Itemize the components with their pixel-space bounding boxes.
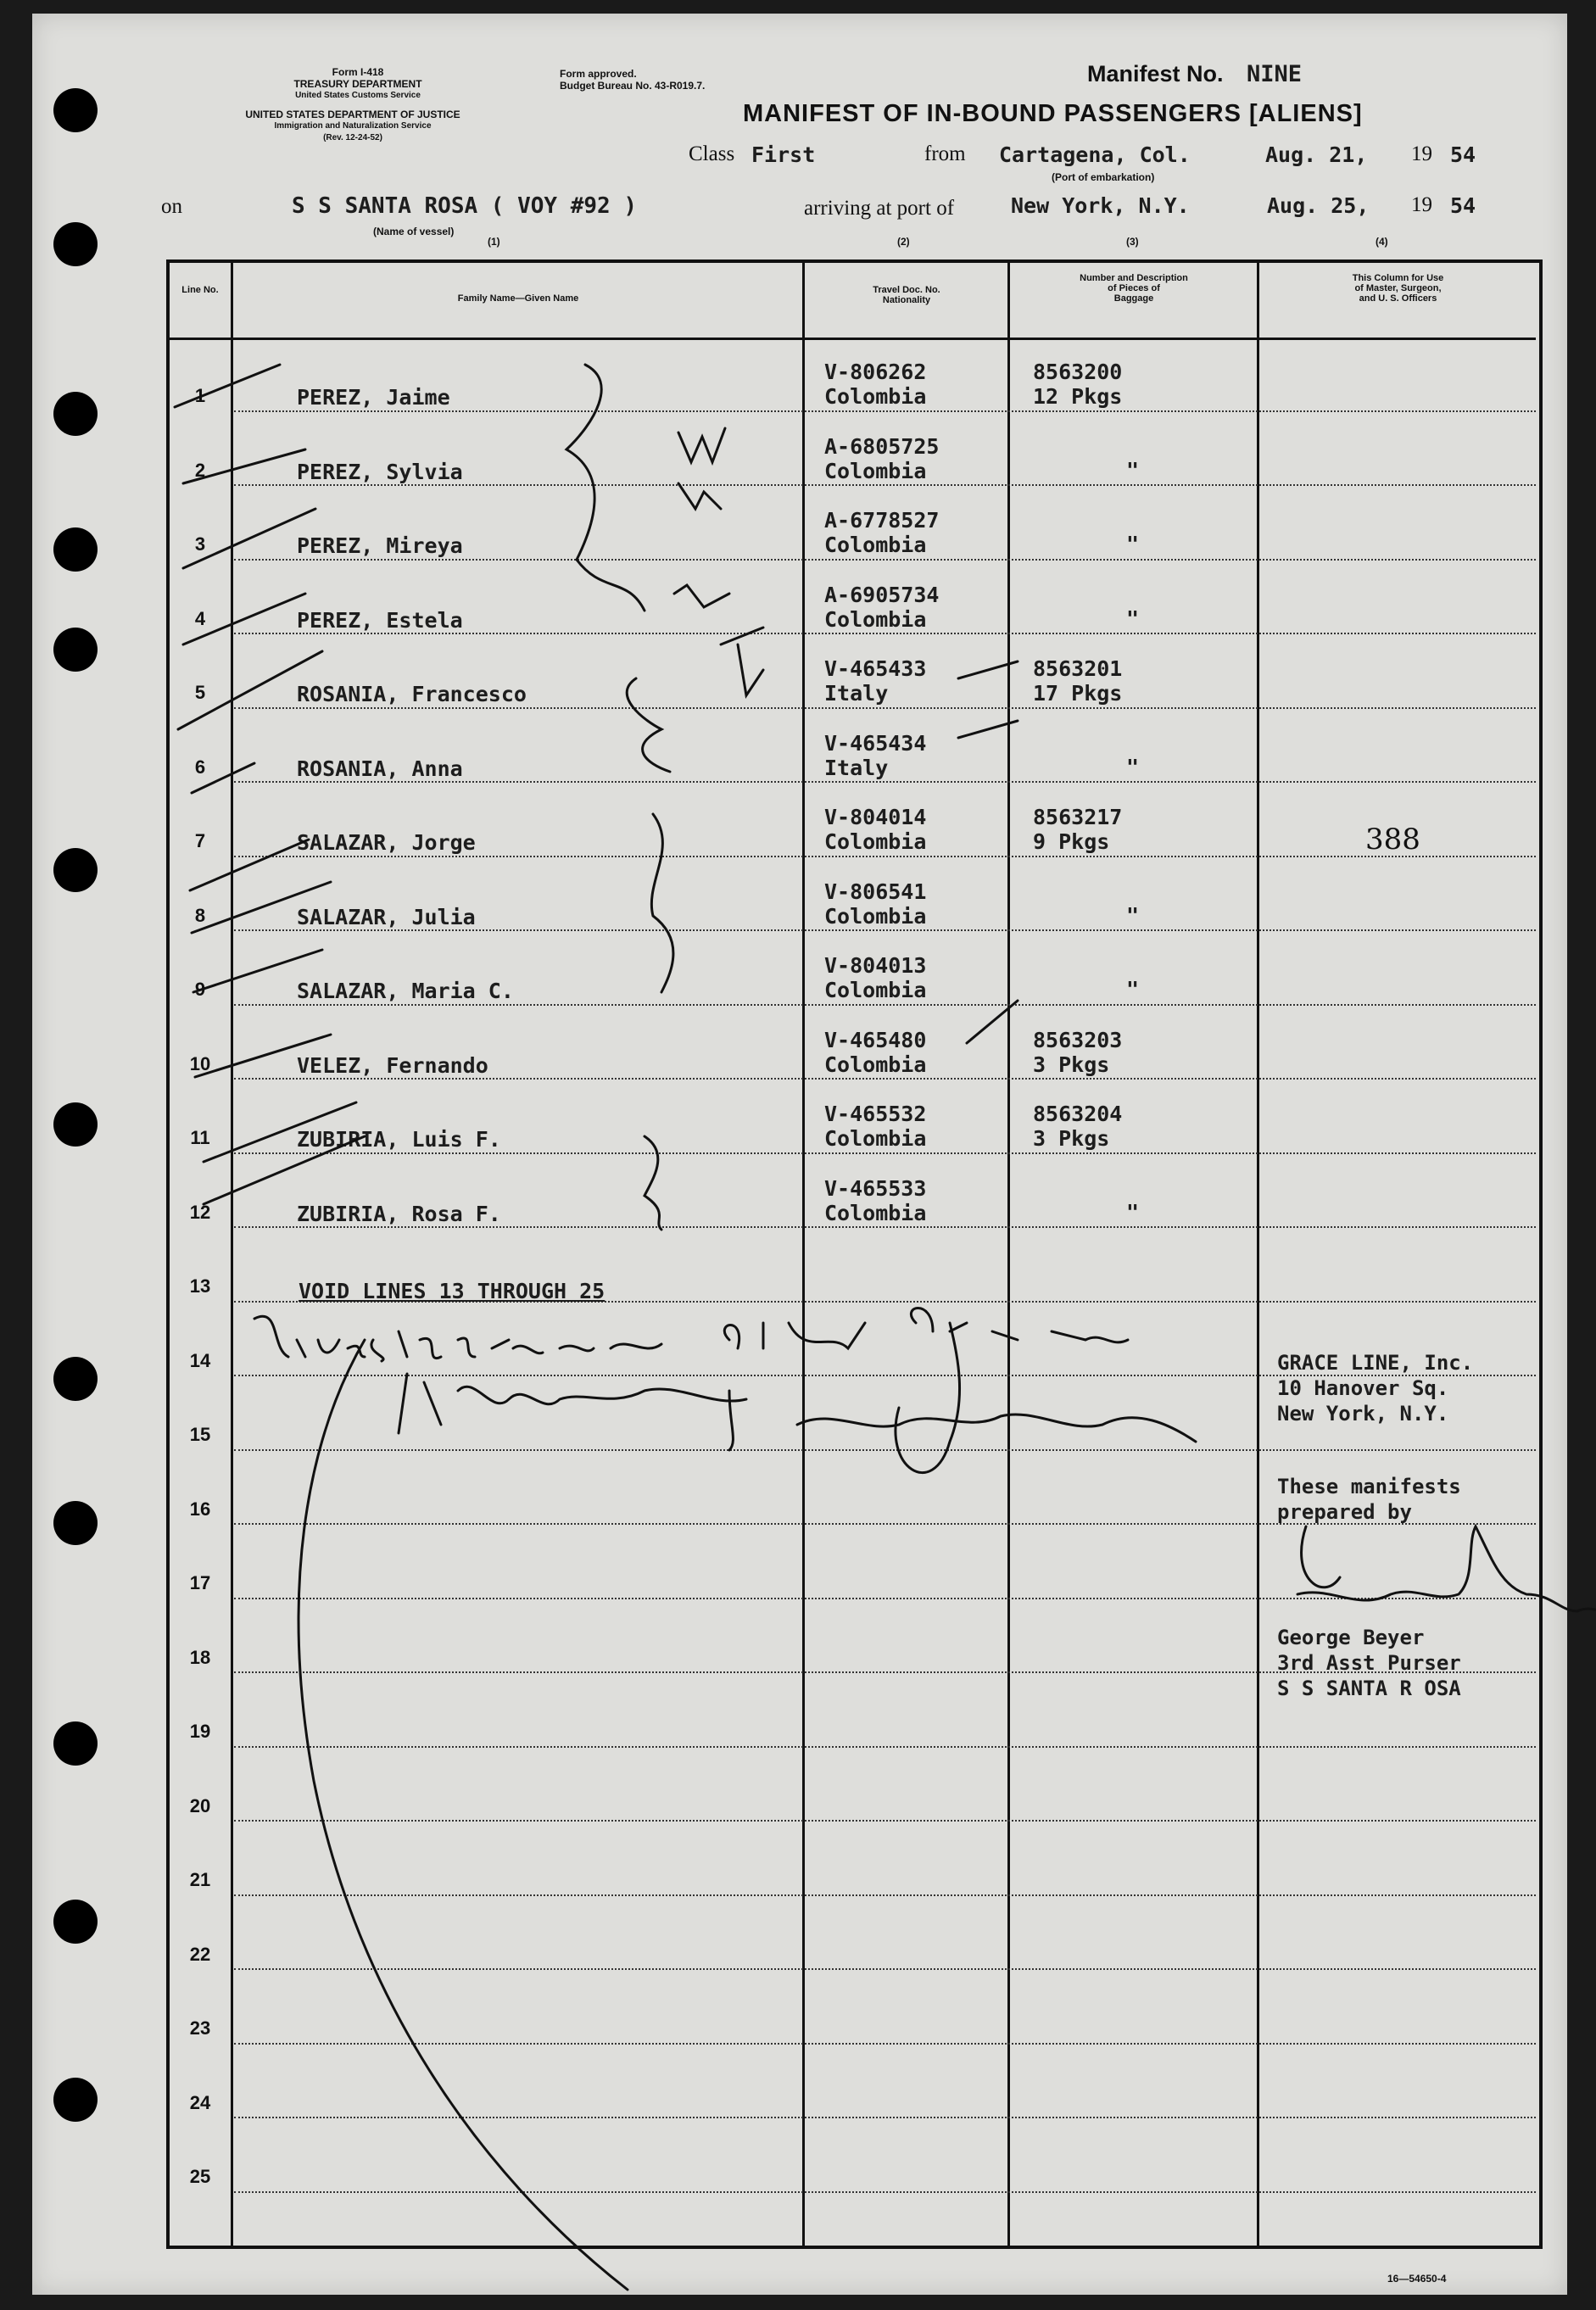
check-mark xyxy=(192,763,254,793)
row-number: 17 xyxy=(189,1572,211,1593)
nationality: Colombia xyxy=(824,458,927,483)
form-approved: Form approved. xyxy=(560,68,637,80)
grace-line-name: GRACE LINE, Inc. xyxy=(1277,1351,1474,1375)
header-travel-doc-1: Travel Doc. No. xyxy=(873,285,940,295)
slash-mark xyxy=(967,1001,1018,1043)
handwritten-annotation xyxy=(399,1331,661,1359)
travel-doc-number: V-465533 xyxy=(824,1175,927,1201)
officer-signature xyxy=(399,1374,746,1433)
initials-mark xyxy=(678,428,725,462)
check-mark xyxy=(178,651,322,729)
prepared-line-1: These manifests xyxy=(1277,1475,1461,1498)
header-officers-3: and U. S. Officers xyxy=(1359,293,1437,304)
passenger-name: SALAZAR, Jorge xyxy=(297,830,476,855)
nationality: Colombia xyxy=(824,384,927,409)
baggage-number: " xyxy=(1126,977,1140,1002)
brace-mark xyxy=(566,365,645,611)
baggage-number: " xyxy=(1126,457,1140,483)
check-mark xyxy=(183,594,305,644)
col4-caption: (4) xyxy=(1376,236,1388,248)
header-officers-1: This Column for Use xyxy=(1352,273,1444,283)
row-number: 6 xyxy=(194,756,206,778)
manifest-no-value: NINE xyxy=(1247,61,1303,87)
row-number: 23 xyxy=(189,2017,211,2039)
col2-caption: (2) xyxy=(897,236,910,248)
row-number: 22 xyxy=(189,1943,211,1965)
arrival-year-prefix: 19 xyxy=(1411,193,1432,216)
vessel-name: S S SANTA ROSA ( VOY #92 ) xyxy=(292,193,637,219)
brace-mark xyxy=(645,1136,661,1230)
travel-doc-number: V-465434 xyxy=(824,730,927,756)
officer-signature xyxy=(729,1391,733,1450)
nationality: Italy xyxy=(824,681,889,706)
passenger-name: ZUBIRIA, Luis F. xyxy=(297,1127,501,1152)
nationality: Colombia xyxy=(824,1126,927,1151)
baggage-number: 8563201 xyxy=(1033,656,1123,681)
dept-treasury: TREASURY DEPARTMENT xyxy=(293,78,422,90)
passenger-name: PEREZ, Mireya xyxy=(297,533,463,558)
handwritten-annotation xyxy=(911,1308,1128,1342)
row-number: 7 xyxy=(194,830,206,851)
manifest-no-label: Manifest No. xyxy=(1087,61,1224,86)
arrival-year: 54 xyxy=(1450,193,1476,218)
initials-mark xyxy=(678,483,721,509)
baggage-number: " xyxy=(1126,532,1140,556)
embark-year-prefix: 19 xyxy=(1411,142,1432,165)
grace-line-city: New York, N.Y. xyxy=(1277,1402,1449,1426)
baggage-number: " xyxy=(1126,754,1140,779)
baggage-number: " xyxy=(1126,1199,1140,1225)
header-line-no: Line No. xyxy=(181,285,219,295)
form-number: Form I-418 xyxy=(332,66,384,78)
row-number: 11 xyxy=(190,1127,210,1148)
initials-mark xyxy=(674,585,729,607)
class-label: Class xyxy=(689,142,735,165)
row-number: 24 xyxy=(189,2091,211,2113)
row-number: 16 xyxy=(189,1498,211,1520)
embark-date: Aug. 21, xyxy=(1265,142,1368,167)
header-travel-doc-2: Nationality xyxy=(882,295,931,305)
check-mark xyxy=(183,509,315,568)
baggage-number: " xyxy=(1126,605,1140,631)
travel-doc-number: V-806262 xyxy=(824,360,927,384)
embark-year: 54 xyxy=(1450,142,1476,167)
officer-signature xyxy=(797,1414,1196,1442)
baggage-count: 3 Pkgs xyxy=(1033,1126,1110,1151)
nationality: Italy xyxy=(824,755,889,780)
baggage-count: 17 Pkgs xyxy=(1033,681,1123,706)
row-number: 2 xyxy=(194,459,206,481)
row-number: 8 xyxy=(194,904,206,926)
vessel-caption: (Name of vessel) xyxy=(373,226,455,237)
row-number: 9 xyxy=(194,979,206,1000)
passenger-name: SALAZAR, Julia xyxy=(297,904,476,929)
row-number: 13 xyxy=(189,1275,211,1297)
row-number: 4 xyxy=(194,607,206,629)
passenger-name: VELEZ, Fernando xyxy=(297,1052,488,1078)
nationality: Colombia xyxy=(824,1052,927,1077)
travel-doc-number: V-465480 xyxy=(824,1027,927,1052)
row-number: 18 xyxy=(189,1646,211,1668)
signer-signature xyxy=(1297,1526,1596,1614)
baggage-count: 3 Pkgs xyxy=(1033,1052,1110,1077)
header-baggage-3: Baggage xyxy=(1113,293,1154,304)
col3-caption: (3) xyxy=(1126,236,1139,248)
passenger-name: PEREZ, Jaime xyxy=(297,385,450,410)
row-number: 14 xyxy=(189,1349,211,1371)
row-number: 1 xyxy=(194,385,206,406)
row-number: 12 xyxy=(189,1201,211,1223)
baggage-number: 8563217 xyxy=(1033,805,1123,829)
slash-mark xyxy=(958,661,1018,678)
row-number: 3 xyxy=(194,533,206,555)
row-number: 15 xyxy=(189,1424,211,1445)
baggage-count: 12 Pkgs xyxy=(1033,384,1123,409)
baggage-number: 8563203 xyxy=(1033,1027,1123,1052)
travel-doc-number: V-806541 xyxy=(824,879,927,904)
check-mark xyxy=(192,882,331,933)
handwritten-annotation xyxy=(724,1323,865,1348)
check-mark xyxy=(193,950,322,992)
prepared-line-2: prepared by xyxy=(1277,1500,1412,1524)
check-mark xyxy=(190,840,309,890)
nationality: Colombia xyxy=(824,1200,927,1225)
from-label: from xyxy=(924,142,966,165)
passenger-name: ROSANIA, Anna xyxy=(297,756,463,781)
header-baggage-2: of Pieces of xyxy=(1108,283,1160,293)
check-mark xyxy=(204,1136,365,1204)
brace-mark xyxy=(651,814,673,992)
budget-bureau: Budget Bureau No. 43-R019.7. xyxy=(560,80,706,92)
check-mark xyxy=(195,1035,331,1077)
check-mark xyxy=(175,365,280,407)
dept-ins: Immigration and Naturalization Service xyxy=(274,121,432,131)
passenger-name: SALAZAR, Maria C. xyxy=(297,979,514,1003)
baggage-number: " xyxy=(1126,902,1140,928)
officer-number: 388 xyxy=(1365,823,1420,856)
header-name: Family Name—Given Name xyxy=(457,293,579,304)
initials-mark xyxy=(721,628,763,695)
row-number: 20 xyxy=(189,1794,211,1816)
baggage-number: 8563200 xyxy=(1033,360,1123,384)
travel-doc-number: V-465532 xyxy=(824,1102,927,1126)
arc-stroke xyxy=(299,1340,628,2290)
passenger-name: PEREZ, Estela xyxy=(297,607,463,633)
from-value: Cartagena, Col. xyxy=(999,142,1191,167)
form-revision: (Rev. 12-24-52) xyxy=(323,133,382,142)
arrival-date: Aug. 25, xyxy=(1267,193,1370,218)
travel-doc-number: A-6905734 xyxy=(824,582,940,607)
brace-mark xyxy=(627,678,670,772)
row-number: 19 xyxy=(189,1721,211,1742)
arriving-label: arriving at port of xyxy=(804,197,955,220)
nationality: Colombia xyxy=(824,978,927,1002)
void-lines-note: VOID LINES 13 THROUGH 25 xyxy=(299,1279,605,1303)
travel-doc-number: A-6805725 xyxy=(824,433,940,459)
arrival-port: New York, N.Y. xyxy=(1011,193,1190,218)
handwritten-annotation xyxy=(254,1316,383,1361)
baggage-number: 8563204 xyxy=(1033,1102,1123,1126)
nationality: Colombia xyxy=(824,533,927,557)
travel-doc-number: V-804014 xyxy=(824,805,927,829)
port-embark-caption: (Port of embarkation) xyxy=(1052,171,1155,183)
header-officers-2: of Master, Surgeon, xyxy=(1354,283,1442,293)
row-number: 10 xyxy=(189,1052,211,1074)
check-mark xyxy=(204,1102,356,1162)
signer-title: 3rd Asst Purser xyxy=(1277,1651,1461,1675)
footer-code: 16—54650-4 xyxy=(1387,2273,1447,2285)
officer-signature xyxy=(896,1323,960,1473)
grace-line-address: 10 Hanover Sq. xyxy=(1277,1376,1449,1400)
dept-justice: UNITED STATES DEPARTMENT OF JUSTICE xyxy=(245,109,460,120)
signer-vessel: S S SANTA R OSA xyxy=(1277,1677,1461,1700)
travel-doc-number: V-804013 xyxy=(824,953,927,978)
passenger-name: PEREZ, Sylvia xyxy=(297,459,463,484)
col1-caption: (1) xyxy=(488,236,500,248)
nationality: Colombia xyxy=(824,606,927,632)
nationality: Colombia xyxy=(824,903,927,929)
row-number: 25 xyxy=(189,2166,211,2187)
slash-mark xyxy=(958,721,1018,738)
passenger-name: ROSANIA, Francesco xyxy=(297,682,527,706)
dept-customs: United States Customs Service xyxy=(295,91,421,100)
header-baggage-1: Number and Description xyxy=(1080,273,1188,283)
signer-name: George Beyer xyxy=(1277,1626,1425,1649)
page-title: MANIFEST OF IN-BOUND PASSENGERS [ALIENS] xyxy=(743,100,1363,127)
row-number: 5 xyxy=(194,682,206,703)
on-label: on xyxy=(161,195,182,218)
class-value: First xyxy=(751,142,816,167)
row-number: 21 xyxy=(189,1869,211,1890)
travel-doc-number: A-6778527 xyxy=(824,508,940,533)
travel-doc-number: V-465433 xyxy=(824,656,927,681)
check-mark xyxy=(183,449,305,483)
baggage-count: 9 Pkgs xyxy=(1033,829,1110,854)
passenger-name: ZUBIRIA, Rosa F. xyxy=(297,1201,501,1226)
nationality: Colombia xyxy=(824,829,927,854)
